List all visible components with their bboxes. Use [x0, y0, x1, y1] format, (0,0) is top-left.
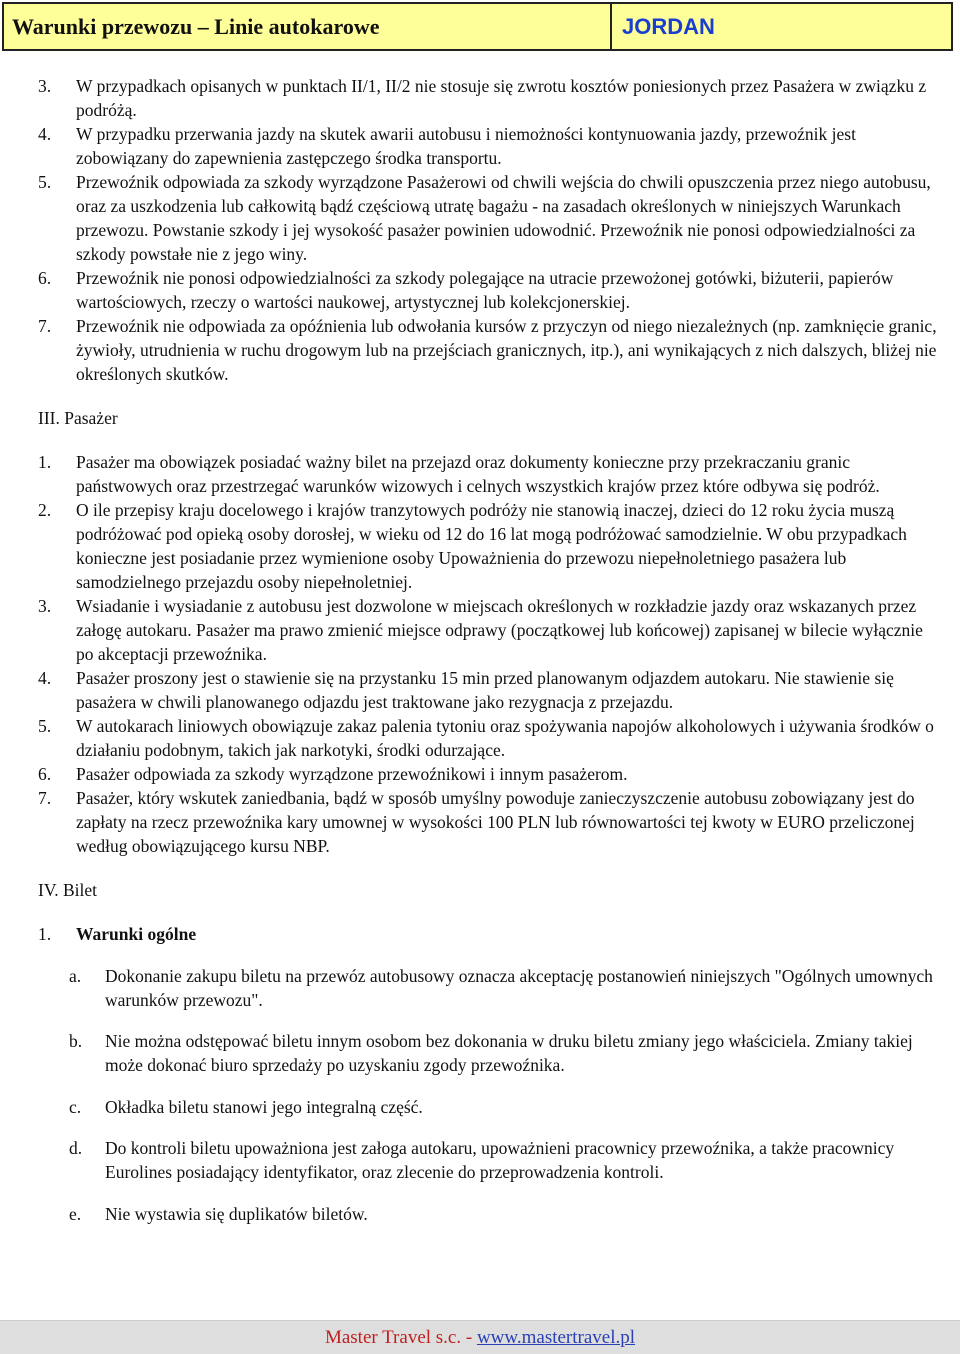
page-footer: Master Travel s.c. - www.mastertravel.pl	[0, 1320, 960, 1354]
list-item: 3. W przypadkach opisanych w punktach II/1, II/2 nie stosuje się zwrotu kosztów poniesionych przez Pasażera w związku z podróżą.	[38, 76, 927, 120]
list-item: 4. Pasażer proszony jest o stawienie się na przystanku 15 min przed planowanym odjazdem autokaru. Nie stawienie się pasażera w chwili planowanego odjazdu jest traktowane jako rezygnacja z przejazdu.	[38, 668, 894, 712]
list-item: 7. Przewoźnik nie odpowiada za opóźnienia lub odwołania kursów z przyczyn od niego niezależnych (np. zamknięcie granic, żywioły, utrudnienia w ruchu drogowym lub na przejściach granicznych, itp.), ani wynikających z nich dalszych, bliżej nie określonych skutków.	[38, 316, 937, 384]
subsection-title: 1. Warunki ogólne	[38, 924, 197, 944]
section-3	[38, 406, 938, 858]
list-item: 4. W przypadku przerwania jazdy na skutek awarii autobusu i niemożności kontynuowania jazdy, przewoźnik jest zobowiązany do zapewnienia zastępczego środka transportu.	[38, 124, 856, 168]
brand-name: JORDAN	[622, 14, 715, 39]
document-body	[38, 74, 938, 1243]
list-item: 6. Pasażer odpowiada za szkody wyrządzone przewoźnikowi i innym pasażerom.	[38, 764, 628, 784]
section-4	[38, 878, 938, 1226]
document-title: Warunki przewozu – Linie autokarowe	[4, 4, 612, 49]
sub-list-item: b. Nie można odstępować biletu innym osobom bez dokonania w druku biletu zmiany jego właściciela. Zmiany takiej może dokonać biuro sprzedaży po uzyskaniu zgody przewoźnika.	[69, 1031, 913, 1075]
list-item: 2. O ile przepisy kraju docelowego i krajów tranzytowych podróży nie stanowią inaczej, dzieci do 12 roku życia muszą podróżować pod opieką osoby dorosłej, w wieku od 12 do 16 lat mogą podróżować samodzielnie. W obu przypadkach konieczne jest posiadanie przez wymienione osoby Upoważnienia do przewozu niepełnoletniego pasażera lub samodzielnego przejazdu osoby niepełnoletniej.	[38, 500, 907, 592]
section-heading: III. Pasażer	[38, 408, 118, 428]
section-2-tail	[38, 74, 938, 386]
footer-company: Master Travel s.c.	[324, 1327, 462, 1348]
section-heading: IV. Bilet	[38, 880, 97, 900]
list-item: 3. Wsiadanie i wysiadanie z autobusu jest dozwolone w miejscach określonych w rozkładzie jazdy oraz wskazanych przez załogę autokaru. Pasażer ma prawo zmienić miejsce odprawy (początkowej lub końcowej) zapisanej w bilecie wyłącznie po akceptacji przewoźnika.	[38, 596, 923, 664]
sub-list-item: e. Nie wystawia się duplikatów biletów.	[69, 1203, 368, 1224]
list-item: 5. W autokarach liniowych obowiązuje zakaz palenia tytoniu oraz spożywania napojów alkoholowych i używania środków o działaniu podobnym, takich jak narkotyki, środki odurzające.	[38, 716, 934, 760]
list-item: 7. Pasażer, który wskutek zaniedbania, bądź w sposób umyślny powoduje zanieczyszczenie autobusu zobowiązany jest do zapłaty na rzecz przewoźnika kary umownej w wysokości 100 PLN lub równowartości tej kwoty w EURO przeliczonej według obowiązującego kursu NBP.	[38, 788, 915, 856]
list-item: 1. Pasażer ma obowiązek posiadać ważny bilet na przejazd oraz dokumenty konieczne przy przekraczaniu granic państwowych oraz przestrzegać warunków wizowych i celnych wszystkich krajów przez które odbywa się podróż.	[38, 452, 880, 496]
sub-list-item: c. Okładka biletu stanowi jego integralną część.	[69, 1096, 423, 1117]
sub-list-item: a. Dokonanie zakupu biletu na przewóz autobusowy oznacza akceptację postanowień niniejszych "Ogólnych umownych warunków przewozu".	[69, 965, 933, 1010]
list-item: 5. Przewoźnik odpowiada za szkody wyrządzone Pasażerowi od chwili wejścia do chwili opuszczenia przez niego autobusu, oraz za uszkodzenia lub całkowitą bądź częściową utratę bagażu - na zasadach określonych w niniejszych Warunkach przewozu. Powstanie szkody i jej wysokość pasażer powinien udowodnić. Przewoźnik nie ponosi odpowiedzialności za szkody powstałe nie z jego winy.	[38, 172, 931, 264]
footer-website-link[interactable]: www.mastertravel.pl	[476, 1327, 636, 1348]
sub-list-item: d. Do kontroli biletu upoważniona jest załoga autokaru, upoważnieni pracownicy przewoźnika, a także pracownicy Eurolines posiadający identyfikator, oraz zlecenie do przeprowadzenia kontroli.	[69, 1138, 895, 1182]
list-item: 6. Przewoźnik nie ponosi odpowiedzialności za szkody polegające na utracie przewożonej gotówki, biżuterii, papierów wartościowych, rzeczy o wartości naukowej, artystycznej lub kolekcjonerskiej.	[38, 268, 894, 312]
document-header	[2, 2, 953, 51]
